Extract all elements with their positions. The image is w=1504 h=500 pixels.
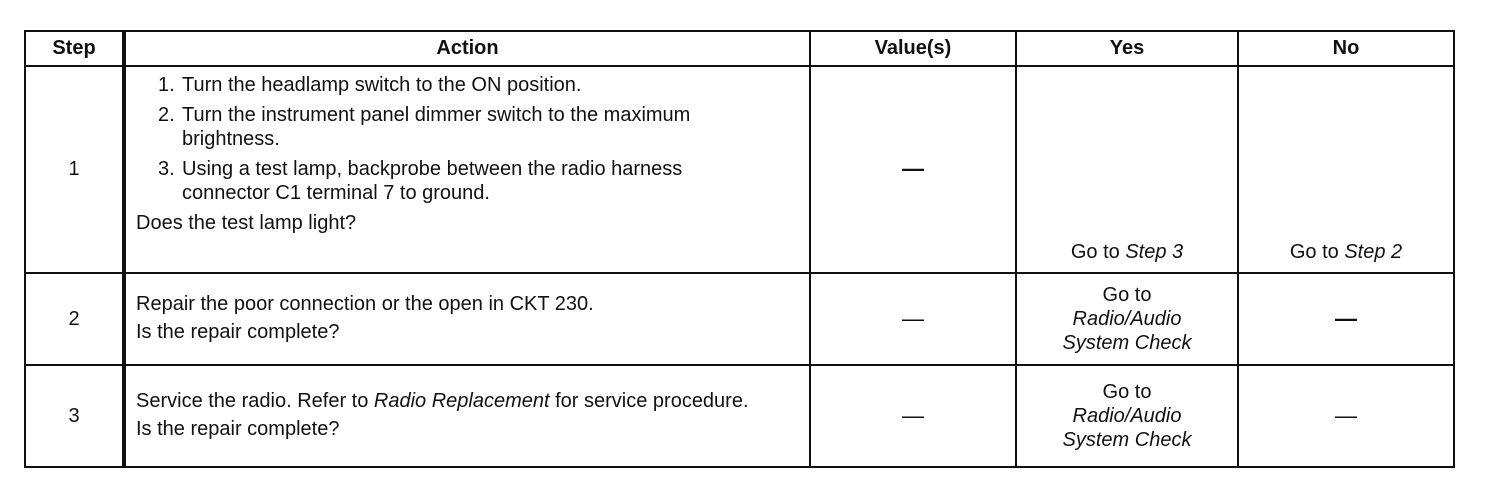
- no-cell: [1238, 365, 1454, 467]
- list-item-text: Turn the instrument panel dimmer switch to the maximum brightness.: [182, 104, 691, 150]
- no-dash: —: [1335, 305, 1357, 331]
- list-item-number: 1.: [158, 74, 175, 96]
- action-cell: [124, 66, 810, 273]
- yes-check-ref-line1: Radio/Audio: [1072, 405, 1182, 427]
- action-text-prefix: Service the radio. Refer to: [136, 390, 374, 412]
- table-header-row: [25, 31, 1454, 66]
- yes-check-ref-line1: Radio/Audio: [1072, 308, 1182, 330]
- no-prefix: Go to: [1289, 241, 1345, 263]
- action-text: [136, 389, 801, 413]
- list-item-number: 3.: [158, 158, 175, 180]
- value-dash: —: [902, 402, 924, 428]
- header-action: Action: [124, 31, 810, 66]
- step-number: 3: [25, 365, 124, 467]
- radio-replacement-ref: Radio Replacement: [373, 390, 550, 412]
- table-row: [25, 365, 1454, 467]
- header-step: Step: [25, 31, 124, 66]
- yes-prefix: Go to: [1070, 241, 1126, 263]
- yes-cell: [1016, 66, 1238, 273]
- no-cell: [1238, 66, 1454, 273]
- action-cell: [124, 365, 810, 467]
- step-number: 1: [25, 66, 124, 273]
- table-row: [25, 66, 1454, 273]
- value-dash: —: [902, 156, 924, 181]
- action-text-suffix: for service procedure.: [549, 390, 749, 412]
- list-item-text: Using a test lamp, backprobe between the radio harness connector C1 terminal 7 to ground.: [182, 158, 683, 204]
- no-cell: [1238, 273, 1454, 365]
- list-item: [158, 73, 801, 97]
- action-question: Is the repair complete?: [136, 321, 340, 343]
- value-cell: [810, 365, 1016, 467]
- table-row: [25, 273, 1454, 365]
- header-no: No: [1238, 31, 1454, 66]
- action-cell: [124, 273, 810, 365]
- value-dash: —: [902, 305, 924, 331]
- no-step-ref: Step 2: [1344, 241, 1403, 263]
- yes-cell: [1016, 273, 1238, 365]
- header-yes: Yes: [1016, 31, 1238, 66]
- diagnostic-table: [24, 30, 1455, 468]
- action-text: Repair the poor connection or the open in CKT 230.: [136, 293, 594, 315]
- yes-cell: [1016, 365, 1238, 467]
- yes-check-ref-line2: System Check: [1062, 332, 1192, 354]
- step-number: 2: [25, 273, 124, 365]
- header-values: Value(s): [810, 31, 1016, 66]
- yes-prefix: Go to: [1102, 284, 1152, 306]
- yes-prefix: Go to: [1102, 381, 1152, 403]
- yes-check-ref-line2: System Check: [1062, 429, 1192, 451]
- value-cell: [810, 273, 1016, 365]
- action-steps-list: [136, 73, 801, 205]
- list-item: [158, 157, 801, 205]
- value-cell: [810, 66, 1016, 273]
- action-question: Does the test lamp light?: [136, 212, 357, 234]
- list-item-text: Turn the headlamp switch to the ON position.: [182, 74, 582, 96]
- list-item: [158, 103, 801, 151]
- yes-step-ref: Step 3: [1125, 241, 1184, 263]
- action-question: Is the repair complete?: [136, 418, 340, 440]
- no-dash: —: [1335, 402, 1357, 428]
- list-item-number: 2.: [158, 104, 175, 126]
